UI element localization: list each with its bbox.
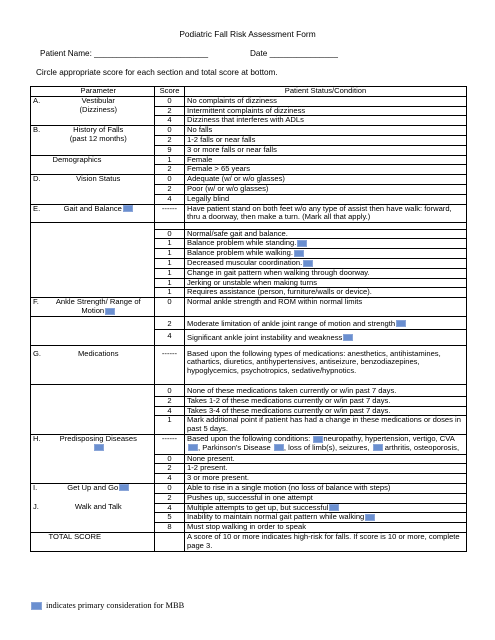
row-score[interactable]: 1 [155, 268, 185, 278]
instructions: Circle appropriate score for each section and total score at bottom. [36, 68, 278, 77]
date-field[interactable]: Date _______________ [250, 49, 338, 58]
row-score[interactable]: 0 [155, 126, 185, 136]
row-score[interactable]: 4 [155, 503, 185, 513]
table-row [31, 204, 467, 223]
footnote [30, 601, 184, 610]
row-score[interactable]: 2 [155, 135, 185, 145]
row-parameter: Medications [43, 345, 155, 384]
row-score[interactable]: 2 [155, 184, 185, 194]
row-status: 1-2 falls or near falls [185, 135, 467, 145]
table-row [31, 184, 467, 194]
row-score[interactable]: 2 [155, 464, 185, 474]
table-header-row [31, 87, 467, 97]
row-score[interactable]: 0 [155, 229, 185, 239]
row-status: Based upon the following conditions: [187, 434, 313, 443]
mbb-flag-icon [297, 240, 307, 247]
row-score[interactable]: 0 [155, 96, 185, 106]
row-status: Takes 3-4 of these medications currently or w/in past 7 days. [185, 406, 467, 416]
row-score[interactable]: 4 [155, 329, 185, 345]
mbb-flag-icon [365, 514, 375, 521]
row-score: ------ [155, 345, 185, 384]
row-letter: F. [31, 298, 43, 317]
row-letter: E. [31, 204, 43, 223]
row-parameter: History of Falls [43, 126, 155, 136]
row-status: Balance problem while standing. [187, 238, 297, 248]
assessment-table [30, 86, 467, 552]
row-score[interactable]: 1 [155, 416, 185, 435]
row-parameter: (Dizziness) [43, 106, 155, 116]
row-parameter: Predisposing Diseases [59, 434, 137, 443]
row-score[interactable]: 2 [155, 316, 185, 329]
row-status: Significant ankle joint instability and weakness [187, 332, 343, 342]
row-status: Moderate limitation of ankle joint range of motion and strength [187, 318, 396, 328]
row-letter: I. [31, 483, 43, 493]
row-score[interactable]: 0 [155, 298, 185, 317]
table-row [31, 298, 467, 317]
row-score[interactable]: 4 [155, 474, 185, 484]
row-status: Change in gait pattern when walking through doorway. [185, 268, 467, 278]
row-status: 3 or more present. [185, 474, 467, 484]
row-status: 3 or more falls or near falls [185, 145, 467, 155]
row-status: Normal/safe gait and balance. [185, 229, 467, 239]
table-row [31, 396, 467, 406]
mbb-flag-icon [294, 250, 304, 257]
row-score[interactable]: 2 [155, 493, 185, 503]
mbb-flag-icon [119, 484, 129, 491]
row-status: Dizziness that interferes with ADLs [185, 116, 467, 126]
mbb-flag-icon [94, 444, 104, 451]
table-row [31, 316, 467, 329]
patient-name-field[interactable]: Patient Name: _________________________ [40, 49, 208, 58]
row-status: Must stop walking in order to speak [185, 523, 467, 533]
row-score[interactable]: 0 [155, 483, 185, 493]
row-status: No complaints of dizziness [185, 96, 467, 106]
row-parameter: (past 12 months) [43, 135, 155, 145]
total-score-note: A score of 10 or more indicates high-risk for falls. If score is 10 or more, complete page 3. [185, 532, 467, 551]
row-score[interactable]: 1 [155, 239, 185, 249]
row-score[interactable]: 4 [155, 406, 185, 416]
table-row [31, 175, 467, 185]
row-status: Requires assistance (person, furniture/walls or device). [185, 288, 467, 298]
table-row [31, 145, 467, 155]
table-row [31, 435, 467, 455]
row-letter: A. [31, 96, 43, 106]
row-status: Poor (w/ or w/o glasses) [185, 184, 467, 194]
row-score[interactable]: 1 [155, 259, 185, 269]
row-status: , Parkinson's Disease [198, 442, 273, 452]
row-letter: G. [31, 345, 43, 384]
row-status: Balance problem while walking. [187, 248, 293, 258]
row-parameter: Ankle Strength/ Range of Motion [55, 297, 141, 316]
row-status: Multiple attempts to get up, but successful [187, 502, 329, 512]
row-status: Able to rise in a single motion (no loss of balance with steps) [185, 483, 467, 493]
row-score[interactable]: 1 [155, 155, 185, 165]
row-status: Normal ankle strength and ROM within normal limits [185, 298, 467, 317]
row-status: None of these medications taken currently or w/in past 7 days. [185, 385, 467, 397]
table-row [31, 483, 467, 493]
table-row [31, 416, 467, 435]
mbb-flag-icon [274, 444, 284, 451]
row-status: Pushes up, successful in one attempt [185, 493, 467, 503]
row-status: No falls [185, 126, 467, 136]
row-status: 1-2 present. [185, 464, 467, 474]
row-status: Adequate (w/ or w/o glasses) [185, 175, 467, 185]
row-status: neuropathy, hypertension, vertigo, CVA [323, 434, 455, 443]
row-status: Female > 65 years [185, 165, 467, 175]
mbb-flag-icon [303, 260, 313, 267]
row-status: Female [185, 155, 467, 165]
total-score-input[interactable] [155, 532, 185, 551]
row-status: Have patient stand on both feet w/o any type of assist then have walk: forward, thru a doorway, then make a turn. (Mark all that apply.) [185, 204, 467, 223]
table-row [31, 329, 467, 345]
row-status: Legally blind [185, 194, 467, 204]
table-row [31, 523, 467, 533]
row-score: ------ [155, 435, 185, 455]
row-status: None present. [185, 454, 467, 464]
row-score[interactable]: 4 [155, 116, 185, 126]
header-score: Score [155, 87, 185, 97]
row-letter: J. [31, 503, 43, 513]
row-status: arthritis, osteoporosis, [382, 442, 460, 452]
row-parameter: Demographics [43, 155, 155, 165]
header-status: Patient Status/Condition [185, 87, 467, 97]
mbb-flag-icon [313, 436, 323, 443]
row-status: Takes 1-2 of these medications currently or w/in past 7 days. [185, 396, 467, 406]
row-status: Decreased muscular coordination. [187, 258, 303, 268]
row-score[interactable]: 1 [155, 249, 185, 259]
row-score[interactable]: 1 [155, 278, 185, 288]
row-score[interactable]: 2 [155, 106, 185, 116]
table-row [31, 135, 467, 145]
row-parameter: Gait and Balance [63, 203, 122, 213]
mbb-flag-icon [105, 308, 115, 315]
row-status: Inability to maintain normal gait pattern while walking [187, 512, 365, 522]
row-status: Intermittent complaints of dizziness [185, 106, 467, 116]
row-score[interactable]: 8 [155, 523, 185, 533]
row-score[interactable]: 0 [155, 175, 185, 185]
row-score[interactable]: 1 [155, 288, 185, 298]
mbb-flag-icon [31, 602, 42, 610]
row-parameter: Walk and Talk [43, 503, 155, 513]
row-score[interactable]: 9 [155, 145, 185, 155]
table-row [31, 385, 467, 397]
row-status: , loss of limb(s), seizures, [283, 442, 372, 452]
row-score[interactable]: 4 [155, 194, 185, 204]
row-score[interactable]: 0 [155, 454, 185, 464]
mbb-flag-icon [188, 444, 198, 451]
table-row [31, 454, 467, 464]
row-parameter: Get Up and Go [67, 482, 119, 492]
row-parameter: Vestibular [43, 96, 155, 106]
mbb-flag-icon [329, 504, 339, 511]
form-title: Podiatric Fall Risk Assessment Form [179, 29, 316, 39]
row-score: ------ [155, 204, 185, 223]
mbb-flag-icon [123, 205, 133, 212]
mbb-flag-icon [343, 334, 353, 341]
row-letter: H. [31, 435, 43, 455]
row-score[interactable]: 0 [155, 385, 185, 397]
mbb-flag-icon [396, 320, 406, 327]
total-score-label: TOTAL SCORE [43, 532, 155, 551]
row-letter: B. [31, 126, 43, 136]
row-score[interactable]: 5 [155, 513, 185, 523]
row-score[interactable]: 2 [155, 396, 185, 406]
row-parameter: Vision Status [43, 175, 155, 185]
mbb-flag-icon [373, 444, 383, 451]
row-status: Jerking or unstable when making turns [185, 278, 467, 288]
table-row [31, 345, 467, 384]
row-letter: D. [31, 175, 43, 185]
header-parameter: Parameter [43, 87, 155, 97]
table-row [31, 532, 467, 551]
row-status: Mark additional point if patient has had a change in these medications or doses in past 5 days. [185, 416, 467, 435]
footnote-text: indicates primary consideration for MBB [46, 601, 185, 610]
row-score[interactable]: 2 [155, 165, 185, 175]
row-status: Based upon the following types of medications: anesthetics, antihistamines, cathartics, diuretics, antihypertensives, antiseizure, benzodiazepines, hypoglycemics, psychotropics, sedative/hypnotics. [185, 345, 467, 384]
table-row [31, 259, 467, 269]
table-row [31, 268, 467, 278]
